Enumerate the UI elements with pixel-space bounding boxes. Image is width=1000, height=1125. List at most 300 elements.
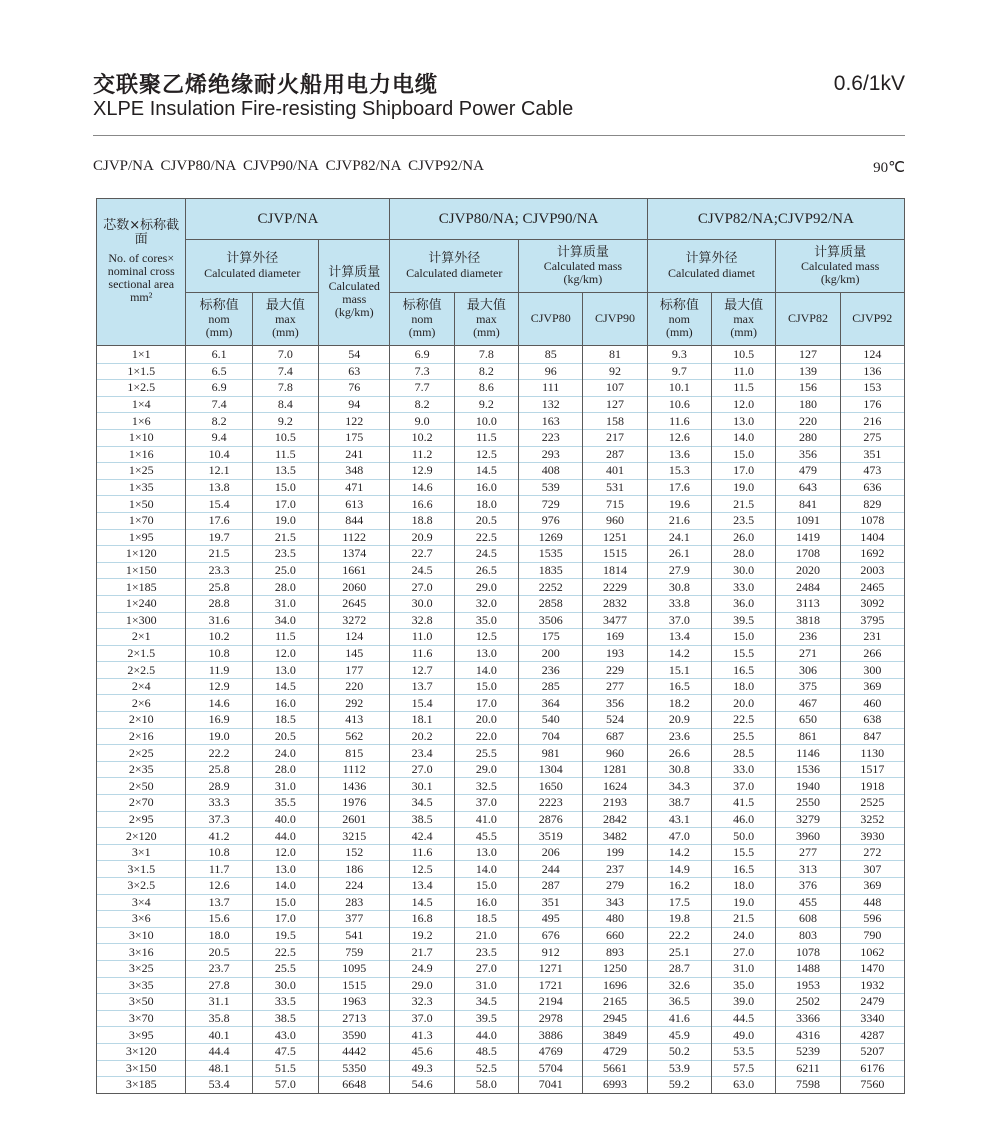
cell-cjvp90-mass: 2842 (583, 811, 647, 828)
cell-cjvp82-max: 49.0 (712, 1027, 776, 1044)
nom-unit: (mm) (205, 325, 233, 340)
cell-cjvp-mass: 152 (319, 844, 390, 861)
cell-cjvp80-mass: 2876 (519, 811, 583, 828)
table-row (97, 463, 905, 480)
cell-size: 1×4 (97, 396, 186, 413)
cell-cjvp80-nom: 41.3 (390, 1027, 454, 1044)
cell-cjvp-mass: 1661 (319, 562, 390, 579)
cell-cjvp82-max: 63.0 (712, 1077, 776, 1094)
cell-cjvp-mass: 1095 (319, 960, 390, 977)
cell-cjvp90-mass: 169 (583, 629, 647, 646)
table-row (97, 1010, 905, 1027)
cell-cjvp-max: 21.5 (252, 529, 318, 546)
cell-cjvp82-max: 20.0 (712, 695, 776, 712)
cell-cjvp80-max: 29.0 (454, 579, 518, 596)
cell-cjvp-nom: 19.7 (186, 529, 252, 546)
cell-cjvp-max: 7.8 (252, 380, 318, 397)
cell-cjvp92-mass: 2479 (840, 994, 904, 1011)
cell-cjvp82-max: 15.0 (712, 446, 776, 463)
cell-cjvp82-nom: 33.8 (647, 595, 711, 612)
cell-cjvp80-mass: 132 (519, 396, 583, 413)
cell-size: 2×1 (97, 629, 186, 646)
cell-cjvp-nom: 6.9 (186, 380, 252, 397)
cell-cjvp92-mass: 1517 (840, 761, 904, 778)
cell-cjvp80-nom: 20.9 (390, 529, 454, 546)
cell-cjvp80-max: 45.5 (454, 828, 518, 845)
cell-cjvp-max: 30.0 (252, 977, 318, 994)
cell-cjvp80-mass: 1535 (519, 546, 583, 563)
cell-cjvp-mass: 1963 (319, 994, 390, 1011)
cell-cjvp-mass: 2645 (319, 595, 390, 612)
cell-cjvp82-nom: 15.3 (647, 463, 711, 480)
cell-cjvp82-mass: 1078 (776, 944, 840, 961)
table-row (97, 413, 905, 430)
cell-cjvp80-nom: 23.4 (390, 745, 454, 762)
mass-col-cjvp80: CJVP80 (519, 293, 583, 346)
cell-cjvp82-mass: 280 (776, 429, 840, 446)
cell-size: 2×120 (97, 828, 186, 845)
cell-cjvp92-mass: 4287 (840, 1027, 904, 1044)
cell-cjvp80-max: 22.5 (454, 529, 518, 546)
cell-cjvp80-mass: 540 (519, 712, 583, 729)
cell-cjvp80-nom: 24.9 (390, 960, 454, 977)
cell-cjvp90-mass: 287 (583, 446, 647, 463)
cell-cjvp92-mass: 3795 (840, 612, 904, 629)
cell-cjvp82-nom: 14.2 (647, 645, 711, 662)
table-row (97, 380, 905, 397)
g3-max-header (712, 293, 776, 346)
cell-cjvp82-mass: 156 (776, 380, 840, 397)
cell-cjvp82-mass: 1536 (776, 761, 840, 778)
cell-cjvp92-mass: 2003 (840, 562, 904, 579)
cell-cjvp80-nom: 20.2 (390, 728, 454, 745)
cell-cjvp92-mass: 369 (840, 878, 904, 895)
cell-cjvp80-nom: 9.0 (390, 413, 454, 430)
cell-cjvp80-nom: 10.2 (390, 429, 454, 446)
cell-size: 3×50 (97, 994, 186, 1011)
g1-mass-cn: 计算质量 (328, 264, 381, 280)
cell-size: 2×95 (97, 811, 186, 828)
cell-cjvp80-nom: 11.0 (390, 629, 454, 646)
cell-cjvp-max: 11.5 (252, 446, 318, 463)
g3-mass-en: Calculated mass (801, 258, 880, 273)
g2-max-header (454, 293, 518, 346)
cell-cjvp80-nom: 54.6 (390, 1077, 454, 1094)
cell-cjvp82-mass: 127 (776, 346, 840, 364)
table-row (97, 712, 905, 729)
cell-cjvp80-nom: 13.7 (390, 678, 454, 695)
cell-cjvp80-mass: 111 (519, 380, 583, 397)
cell-cjvp-mass: 815 (319, 745, 390, 762)
cell-size: 2×25 (97, 745, 186, 762)
cell-size: 1×70 (97, 512, 186, 529)
cell-cjvp-mass: 413 (319, 712, 390, 729)
cell-cjvp-nom: 13.8 (186, 479, 252, 496)
table-row (97, 678, 905, 695)
table-row (97, 346, 905, 364)
cell-cjvp80-mass: 5704 (519, 1060, 583, 1077)
cell-cjvp92-mass: 300 (840, 662, 904, 679)
cell-cjvp82-max: 18.0 (712, 878, 776, 895)
cell-cjvp-nom: 40.1 (186, 1027, 252, 1044)
cell-cjvp-max: 51.5 (252, 1060, 318, 1077)
cell-cjvp-mass: 220 (319, 678, 390, 695)
cell-cjvp90-mass: 2832 (583, 595, 647, 612)
cell-cjvp-max: 20.5 (252, 728, 318, 745)
cell-cjvp80-mass: 1271 (519, 960, 583, 977)
cell-cjvp80-mass: 351 (519, 894, 583, 911)
cell-cjvp80-max: 29.0 (454, 761, 518, 778)
cell-cjvp82-max: 24.0 (712, 927, 776, 944)
cell-cjvp92-mass: 1692 (840, 546, 904, 563)
cell-cjvp92-mass: 275 (840, 429, 904, 446)
cell-cjvp80-nom: 15.4 (390, 695, 454, 712)
cell-cjvp82-mass: 1091 (776, 512, 840, 529)
cell-cjvp80-nom: 30.0 (390, 595, 454, 612)
cell-cjvp80-max: 8.6 (454, 380, 518, 397)
table-row (97, 429, 905, 446)
cell-cjvp80-max: 14.0 (454, 861, 518, 878)
cell-cjvp-max: 11.5 (252, 629, 318, 646)
cell-cjvp-max: 9.2 (252, 413, 318, 430)
cell-cjvp80-max: 18.5 (454, 911, 518, 928)
cell-cjvp80-mass: 976 (519, 512, 583, 529)
cell-cjvp80-max: 9.2 (454, 396, 518, 413)
cell-cjvp80-nom: 18.1 (390, 712, 454, 729)
cell-cjvp-nom: 25.8 (186, 579, 252, 596)
cell-cjvp82-nom: 36.5 (647, 994, 711, 1011)
cell-cjvp82-mass: 375 (776, 678, 840, 695)
cell-cjvp80-mass: 981 (519, 745, 583, 762)
cell-cjvp80-max: 34.5 (454, 994, 518, 1011)
cell-size: 1×25 (97, 463, 186, 480)
cell-cjvp-max: 44.0 (252, 828, 318, 845)
cell-cjvp-nom: 10.8 (186, 844, 252, 861)
cell-cjvp-max: 17.0 (252, 496, 318, 513)
cell-size: 1×150 (97, 562, 186, 579)
cell-cjvp80-nom: 34.5 (390, 795, 454, 812)
cell-cjvp80-mass: 3519 (519, 828, 583, 845)
cell-cjvp80-nom: 13.4 (390, 878, 454, 895)
cell-cjvp82-mass: 803 (776, 927, 840, 944)
cell-cjvp80-max: 31.0 (454, 977, 518, 994)
cell-cjvp-max: 12.0 (252, 645, 318, 662)
cell-cjvp80-nom: 14.5 (390, 894, 454, 911)
cell-cjvp90-mass: 524 (583, 712, 647, 729)
cell-cjvp82-nom: 26.1 (647, 546, 711, 563)
cell-cjvp-max: 13.0 (252, 662, 318, 679)
temperature-rating: 90℃ (873, 160, 905, 176)
cell-cjvp-mass: 3590 (319, 1027, 390, 1044)
cell-cjvp92-mass: 847 (840, 728, 904, 745)
cell-cjvp92-mass: 596 (840, 911, 904, 928)
cell-cjvp-nom: 17.6 (186, 512, 252, 529)
cores-section-en2: nominal cross (107, 263, 175, 278)
nom-cn: 标称值 (199, 297, 239, 313)
cell-cjvp-nom: 6.5 (186, 363, 252, 380)
table-row (97, 363, 905, 380)
cell-cjvp-mass: 844 (319, 512, 390, 529)
cell-cjvp80-mass: 729 (519, 496, 583, 513)
cell-size: 1×10 (97, 429, 186, 446)
cell-cjvp-nom: 18.0 (186, 927, 252, 944)
table-row (97, 695, 905, 712)
table-row (97, 446, 905, 463)
cell-cjvp90-mass: 3482 (583, 828, 647, 845)
cell-cjvp90-mass: 1251 (583, 529, 647, 546)
cell-cjvp82-max: 27.0 (712, 944, 776, 961)
cell-cjvp80-max: 17.0 (454, 695, 518, 712)
cell-cjvp92-mass: 1470 (840, 960, 904, 977)
cell-cjvp80-max: 10.0 (454, 413, 518, 430)
cell-cjvp92-mass: 369 (840, 678, 904, 695)
cell-cjvp90-mass: 229 (583, 662, 647, 679)
cell-cjvp92-mass: 3930 (840, 828, 904, 845)
cell-cjvp80-mass: 200 (519, 645, 583, 662)
cell-cjvp80-max: 14.0 (454, 662, 518, 679)
max-en: max (476, 311, 497, 326)
cell-cjvp90-mass: 237 (583, 861, 647, 878)
cell-size: 2×50 (97, 778, 186, 795)
table-row (97, 1027, 905, 1044)
cell-cjvp80-mass: 2252 (519, 579, 583, 596)
cell-cjvp-max: 40.0 (252, 811, 318, 828)
cell-cjvp82-max: 22.5 (712, 712, 776, 729)
cell-cjvp80-mass: 676 (519, 927, 583, 944)
cell-cjvp92-mass: 216 (840, 413, 904, 430)
cell-cjvp82-nom: 13.6 (647, 446, 711, 463)
cell-cjvp80-nom: 38.5 (390, 811, 454, 828)
cell-cjvp80-nom: 37.0 (390, 1010, 454, 1027)
cell-size: 3×25 (97, 960, 186, 977)
cell-cjvp80-max: 14.5 (454, 463, 518, 480)
cell-cjvp-max: 18.5 (252, 712, 318, 729)
cell-cjvp80-nom: 11.2 (390, 446, 454, 463)
table-row (97, 994, 905, 1011)
cell-cjvp90-mass: 1624 (583, 778, 647, 795)
cell-cjvp-nom: 12.6 (186, 878, 252, 895)
cell-size: 3×4 (97, 894, 186, 911)
cell-cjvp82-max: 36.0 (712, 595, 776, 612)
cell-size: 3×6 (97, 911, 186, 928)
cell-cjvp80-mass: 285 (519, 678, 583, 695)
cell-cjvp80-nom: 21.7 (390, 944, 454, 961)
max-cn: 最大值 (724, 297, 764, 313)
max-unit: (mm) (272, 325, 299, 340)
voltage-rating: 0.6/1kV (833, 72, 905, 95)
table-row (97, 761, 905, 778)
cell-cjvp92-mass: 2525 (840, 795, 904, 812)
table-row (97, 629, 905, 646)
cell-cjvp80-max: 48.5 (454, 1043, 518, 1060)
cell-cjvp80-max: 24.5 (454, 546, 518, 563)
g1-diameter-cn: 计算外径 (226, 251, 279, 267)
cell-cjvp-max: 15.0 (252, 479, 318, 496)
cell-cjvp82-max: 30.0 (712, 562, 776, 579)
cell-cjvp80-nom: 22.7 (390, 546, 454, 563)
cell-cjvp-max: 34.0 (252, 612, 318, 629)
cell-size: 2×16 (97, 728, 186, 745)
cell-cjvp-mass: 94 (319, 396, 390, 413)
cell-size: 3×10 (97, 927, 186, 944)
cell-cjvp82-max: 19.0 (712, 894, 776, 911)
cell-cjvp82-nom: 28.7 (647, 960, 711, 977)
cell-cjvp82-mass: 3960 (776, 828, 840, 845)
cell-cjvp90-mass: 893 (583, 944, 647, 961)
g2-diameter-cn: 计算外径 (428, 251, 481, 267)
cell-cjvp-nom: 37.3 (186, 811, 252, 828)
cell-cjvp90-mass: 199 (583, 844, 647, 861)
cell-cjvp90-mass: 343 (583, 894, 647, 911)
cell-cjvp82-max: 26.0 (712, 529, 776, 546)
cell-cjvp90-mass: 2165 (583, 994, 647, 1011)
cell-size: 3×2.5 (97, 878, 186, 895)
cell-cjvp90-mass: 81 (583, 346, 647, 364)
cell-cjvp82-nom: 16.2 (647, 878, 711, 895)
cell-cjvp82-max: 15.5 (712, 645, 776, 662)
cell-cjvp80-nom: 12.5 (390, 861, 454, 878)
cell-cjvp82-mass: 1708 (776, 546, 840, 563)
cell-cjvp82-nom: 24.1 (647, 529, 711, 546)
cell-cjvp80-mass: 1835 (519, 562, 583, 579)
cell-cjvp-mass: 122 (319, 413, 390, 430)
g1-diameter-header (186, 240, 319, 293)
cell-cjvp82-nom: 41.6 (647, 1010, 711, 1027)
table-row (97, 861, 905, 878)
cell-cjvp-nom: 31.6 (186, 612, 252, 629)
cell-cjvp90-mass: 715 (583, 496, 647, 513)
cell-cjvp80-nom: 32.3 (390, 994, 454, 1011)
cell-size: 3×95 (97, 1027, 186, 1044)
cell-cjvp-max: 28.0 (252, 761, 318, 778)
cell-cjvp90-mass: 687 (583, 728, 647, 745)
cell-cjvp80-max: 39.5 (454, 1010, 518, 1027)
cell-cjvp-mass: 1122 (319, 529, 390, 546)
cell-cjvp-max: 25.0 (252, 562, 318, 579)
cell-cjvp82-mass: 2502 (776, 994, 840, 1011)
group-header-cjvp: CJVP/NA (186, 199, 390, 240)
cell-cjvp82-max: 21.5 (712, 496, 776, 513)
cell-cjvp80-max: 18.0 (454, 496, 518, 513)
cell-cjvp82-mass: 2020 (776, 562, 840, 579)
table-row (97, 579, 905, 596)
cell-cjvp80-mass: 1269 (519, 529, 583, 546)
cell-cjvp80-mass: 2858 (519, 595, 583, 612)
cell-cjvp82-max: 13.0 (712, 413, 776, 430)
cell-cjvp-max: 13.5 (252, 463, 318, 480)
group-header-cjvp82-92: CJVP82/NA;CJVP92/NA (647, 199, 904, 240)
group-header-cjvp80-90: CJVP80/NA; CJVP90/NA (390, 199, 647, 240)
cell-cjvp82-nom: 14.9 (647, 861, 711, 878)
cell-cjvp-max: 31.0 (252, 595, 318, 612)
cell-size: 2×6 (97, 695, 186, 712)
cell-cjvp80-nom: 27.0 (390, 761, 454, 778)
cell-cjvp-nom: 20.5 (186, 944, 252, 961)
cell-cjvp-mass: 1515 (319, 977, 390, 994)
cell-cjvp80-max: 58.0 (454, 1077, 518, 1094)
cell-cjvp90-mass: 277 (583, 678, 647, 695)
cell-cjvp82-mass: 650 (776, 712, 840, 729)
cell-cjvp90-mass: 660 (583, 927, 647, 944)
cell-cjvp-mass: 2601 (319, 811, 390, 828)
cell-cjvp90-mass: 1250 (583, 960, 647, 977)
cell-cjvp80-max: 52.5 (454, 1060, 518, 1077)
cell-cjvp82-max: 21.5 (712, 911, 776, 928)
cell-cjvp-max: 22.5 (252, 944, 318, 961)
cell-cjvp-max: 15.0 (252, 894, 318, 911)
cell-cjvp80-mass: 1650 (519, 778, 583, 795)
g1-nom-header (186, 293, 252, 346)
mass-col-cjvp92: CJVP92 (840, 293, 904, 346)
cell-size: 1×2.5 (97, 380, 186, 397)
cell-size: 2×35 (97, 761, 186, 778)
cell-cjvp-mass: 76 (319, 380, 390, 397)
table-row (97, 894, 905, 911)
cell-cjvp82-max: 10.5 (712, 346, 776, 364)
cell-cjvp82-nom: 59.2 (647, 1077, 711, 1094)
cell-cjvp-mass: 145 (319, 645, 390, 662)
cell-cjvp80-max: 20.5 (454, 512, 518, 529)
cell-cjvp82-max: 15.5 (712, 844, 776, 861)
cores-section-en3: sectional area (108, 276, 175, 291)
cell-cjvp82-nom: 20.9 (647, 712, 711, 729)
cell-size: 2×70 (97, 795, 186, 812)
cell-cjvp82-nom: 9.3 (647, 346, 711, 364)
cell-cjvp80-mass: 364 (519, 695, 583, 712)
cell-cjvp-mass: 1976 (319, 795, 390, 812)
cell-size: 1×240 (97, 595, 186, 612)
g3-mass-header (776, 240, 905, 293)
cell-cjvp80-max: 16.0 (454, 479, 518, 496)
cell-cjvp82-mass: 306 (776, 662, 840, 679)
g3-diameter-cn: 计算外径 (685, 251, 738, 267)
cell-cjvp90-mass: 127 (583, 396, 647, 413)
cell-cjvp82-max: 16.5 (712, 861, 776, 878)
cell-cjvp82-nom: 45.9 (647, 1027, 711, 1044)
cell-cjvp80-max: 13.0 (454, 844, 518, 861)
cell-cjvp92-mass: 1404 (840, 529, 904, 546)
mass-col-cjvp82: CJVP82 (776, 293, 840, 346)
cell-cjvp92-mass: 5207 (840, 1043, 904, 1060)
header-cores-section (97, 199, 186, 346)
cell-cjvp80-max: 37.0 (454, 795, 518, 812)
cell-size: 3×1.5 (97, 861, 186, 878)
cell-cjvp-max: 14.5 (252, 678, 318, 695)
cell-cjvp80-nom: 19.2 (390, 927, 454, 944)
cell-cjvp-max: 19.5 (252, 927, 318, 944)
g1-mass-unit: (kg/km) (334, 305, 374, 320)
cell-cjvp80-mass: 244 (519, 861, 583, 878)
g2-nom-header (390, 293, 454, 346)
g2-mass-cn: 计算质量 (556, 244, 609, 260)
cell-cjvp-max: 38.5 (252, 1010, 318, 1027)
nom-unit: (mm) (666, 325, 693, 340)
cell-cjvp82-nom: 47.0 (647, 828, 711, 845)
table-row (97, 612, 905, 629)
cell-cjvp82-max: 12.0 (712, 396, 776, 413)
cell-cjvp82-max: 53.5 (712, 1043, 776, 1060)
cell-cjvp92-mass: 1130 (840, 745, 904, 762)
cell-cjvp82-max: 33.0 (712, 761, 776, 778)
cell-cjvp82-nom: 10.1 (647, 380, 711, 397)
cell-cjvp90-mass: 5661 (583, 1060, 647, 1077)
cell-cjvp80-max: 11.5 (454, 429, 518, 446)
cell-cjvp82-nom: 21.6 (647, 512, 711, 529)
cell-cjvp80-mass: 3506 (519, 612, 583, 629)
cell-cjvp82-nom: 32.6 (647, 977, 711, 994)
cell-cjvp82-max: 39.5 (712, 612, 776, 629)
cell-cjvp-max: 19.0 (252, 512, 318, 529)
